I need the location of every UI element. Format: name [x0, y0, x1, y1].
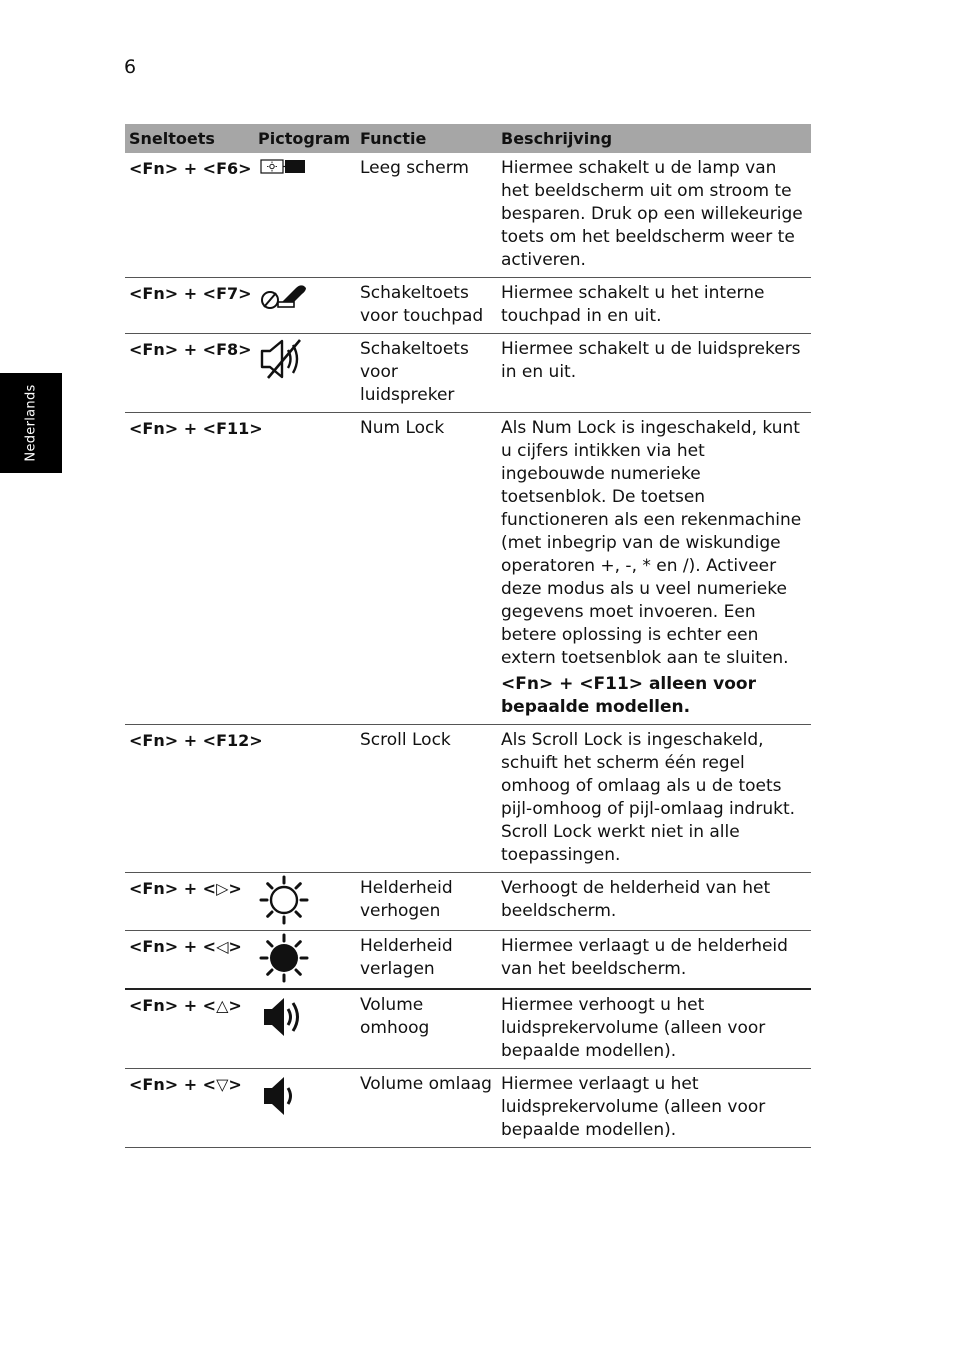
- display-off-icon: [258, 155, 310, 177]
- icon-cell: [254, 931, 356, 990]
- icon-cell: [254, 989, 356, 1069]
- description-text: Als Num Lock is ingeschakeld, kunt u cijfers intikken via het ingebouwde numerieke toetsenblok. De toetsen functioneren als een rekenmachine (met inbegrip van de wiskundige operatoren +, -, * en /). Activeer deze modus als u veel numerieke gegevens moet invoeren. Een betere oplossing is echter een extern toetsenblok aan te sluiten.: [501, 418, 802, 668]
- table-row: [125, 989, 811, 1069]
- hotkey-cell: <Fn> + <◁>: [125, 931, 254, 990]
- page-number: 6: [124, 56, 137, 78]
- description-cell: Verhoogt de helderheid van het beeldscherm.: [497, 873, 811, 931]
- volume-down-icon: [258, 1071, 310, 1121]
- function-cell: Helderheid verlagen: [356, 931, 497, 990]
- hotkey-cell: <Fn> + <▽>: [125, 1069, 254, 1148]
- model-note: <Fn> + <F11> alleen voor bepaalde modellen.: [501, 674, 756, 717]
- hotkey-cell: <Fn> + <F7>: [125, 278, 254, 334]
- function-cell: Scroll Lock: [356, 725, 497, 873]
- hotkey-cell: <Fn> + <F6>: [125, 153, 254, 278]
- header-description: Beschrijving: [497, 124, 811, 153]
- header-function: Functie: [356, 124, 497, 153]
- description-cell: Hiermee verlaagt u de helderheid van het beeldscherm.: [497, 931, 811, 990]
- touchpad-toggle-icon: [258, 280, 310, 314]
- description-cell: Hiermee verlaagt u het luidsprekervolume (alleen voor bepaalde modellen).: [497, 1069, 811, 1148]
- function-cell: Helderheid verhogen: [356, 873, 497, 931]
- table-row: [125, 1069, 811, 1148]
- description-cell: Hiermee schakelt u de luidsprekers in en uit.: [497, 334, 811, 413]
- icon-cell: [254, 334, 356, 413]
- volume-up-icon: [258, 992, 310, 1042]
- description-cell: Hiermee verhoogt u het luidsprekervolume (alleen voor bepaalde modellen).: [497, 989, 811, 1069]
- function-cell: Volume omlaag: [356, 1069, 497, 1148]
- hotkey-cell: <Fn> + <F12>: [125, 725, 254, 873]
- language-tab: [0, 373, 62, 473]
- function-cell: Num Lock: [356, 413, 497, 725]
- icon-cell: [254, 153, 356, 278]
- table-row: [125, 334, 811, 413]
- brightness-down-icon: [258, 933, 310, 983]
- description-cell: Hiermee schakelt u de lamp van het beeldscherm uit om stroom te besparen. Druk op een willekeurige toets om het beeldscherm weer te activeren.: [497, 153, 811, 278]
- table-row: [125, 931, 811, 990]
- table-row: [125, 873, 811, 931]
- function-cell: Leeg scherm: [356, 153, 497, 278]
- table-row: [125, 413, 811, 725]
- hotkey-cell: <Fn> + <F11>: [125, 413, 254, 725]
- hotkey-table: [125, 124, 811, 1148]
- header-hotkey: Sneltoets: [125, 124, 254, 153]
- header-icon: Pictogram: [254, 124, 356, 153]
- function-cell: Schakeltoets voor touchpad: [356, 278, 497, 334]
- function-cell: Volume omhoog: [356, 989, 497, 1069]
- icon-cell: [254, 278, 356, 334]
- table-row: [125, 725, 811, 873]
- brightness-up-icon: [258, 875, 310, 925]
- description-cell: Als Scroll Lock is ingeschakeld, schuift het scherm één regel omhoog of omlaag als u de toets pijl-omhoog of pijl-omlaag indrukt. Scroll Lock werkt niet in alle toepassingen.: [497, 725, 811, 873]
- description-cell: Hiermee schakelt u het interne touchpad in en uit.: [497, 278, 811, 334]
- icon-cell: [254, 725, 356, 873]
- table-row: [125, 153, 811, 278]
- hotkey-cell: <Fn> + <F8>: [125, 334, 254, 413]
- hotkey-cell: <Fn> + <▷>: [125, 873, 254, 931]
- icon-cell: [254, 873, 356, 931]
- icon-cell: [254, 413, 356, 725]
- speaker-mute-icon: [258, 336, 310, 382]
- hotkey-cell: <Fn> + <△>: [125, 989, 254, 1069]
- description-cell: [497, 413, 811, 725]
- table-header-row: [125, 124, 811, 153]
- table-row: [125, 278, 811, 334]
- language-tab-label: Nederlands: [23, 384, 39, 462]
- function-cell: Schakeltoets voor luidspreker: [356, 334, 497, 413]
- icon-cell: [254, 1069, 356, 1148]
